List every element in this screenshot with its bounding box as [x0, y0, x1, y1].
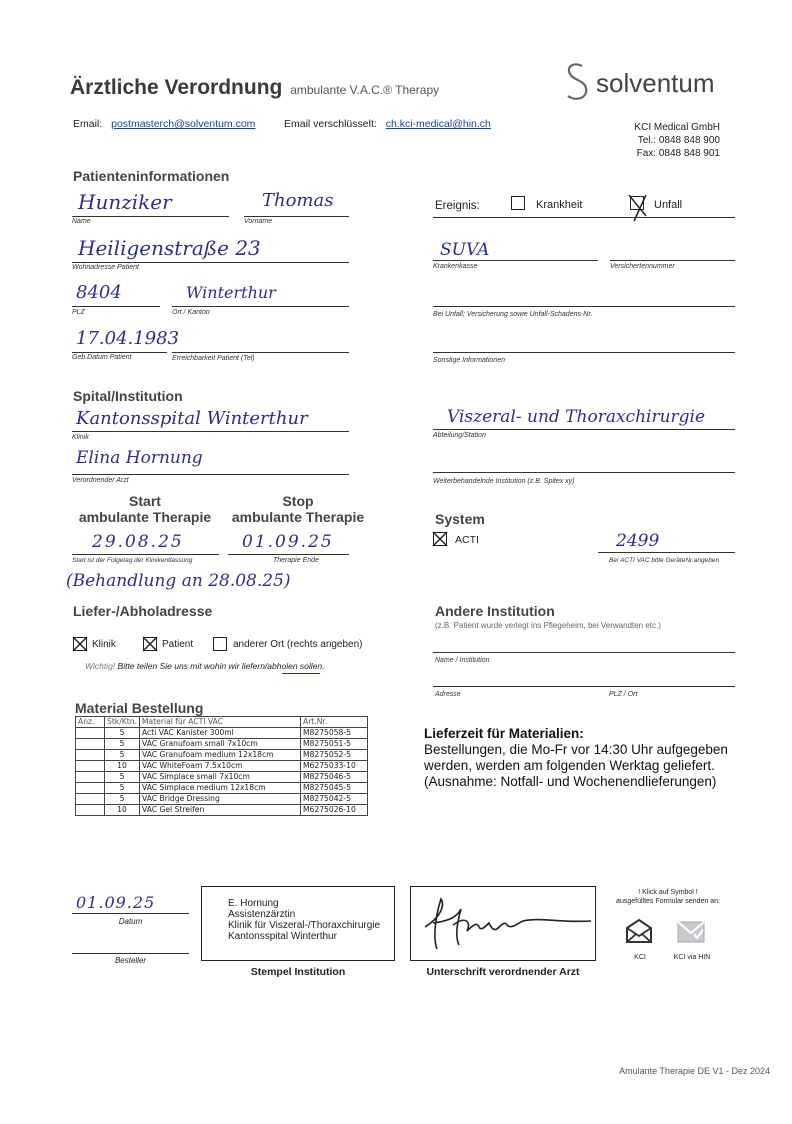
table-row	[76, 728, 368, 739]
table-row	[76, 805, 368, 816]
qty-cell[interactable]	[76, 728, 105, 739]
patient-option-label: Patient	[162, 639, 194, 650]
kci-label: KCI	[634, 954, 646, 961]
andere-name-label: Name / Institution	[435, 657, 490, 664]
kci-send-button[interactable]	[624, 918, 654, 944]
arzt-value[interactable]: Elina Hornung	[76, 448, 203, 468]
material-cell: VAC Simplace small 7x10cm	[140, 772, 301, 783]
krankenkasse-value[interactable]: SUVA	[440, 240, 490, 260]
anderer-ort-checkbox[interactable]	[213, 637, 227, 651]
lieferzeit-line2: werden, werden am folgenden Werktag geliefert.	[424, 758, 715, 773]
subtitle-text: ambulante V.A.C.® Therapy	[290, 83, 440, 97]
spital-section-title: Spital/Institution	[73, 388, 183, 404]
solventum-logo-icon	[562, 60, 592, 104]
versicherten-label: Versichertennummer	[610, 263, 675, 270]
email-link[interactable]: postmasterch@solventum.com	[111, 118, 256, 130]
email-enc-label: Email verschlüsselt:	[284, 118, 377, 130]
patient-ort[interactable]: Winterthur	[186, 283, 276, 302]
andere-hint: (z.B. Patient wurde verlegt ins Pflegeheim, bei Verwandten etc.)	[435, 621, 661, 630]
klinik-value[interactable]: Kantonsspital Winterthur	[76, 408, 308, 429]
version-label: Amulante Therapie DE V1 - Dez 2024	[619, 1066, 770, 1076]
envelope-icon	[624, 918, 654, 944]
signature-box[interactable]	[410, 886, 596, 961]
unfall-info-label: Bei Unfall; Versicherung sowie Unfall-Schadens-Nr.	[433, 311, 593, 318]
artnr-cell: M8275046-5	[301, 772, 368, 783]
table-row	[76, 772, 368, 783]
acti-checkbox[interactable]	[433, 532, 447, 546]
pack-cell: 5	[105, 772, 140, 783]
material-cell: VAC Granufoam small 7x10cm	[140, 739, 301, 750]
signature-icon	[411, 887, 595, 960]
ereignis-label: Ereignis:	[435, 200, 480, 212]
abteilung-value[interactable]: Viszeral- und Thoraxchirurgie	[447, 407, 706, 427]
kci-hin-send-button[interactable]	[676, 918, 706, 944]
besteller-label: Besteller	[114, 956, 147, 965]
send-hint	[600, 888, 736, 906]
start-title-1: Start	[129, 493, 161, 509]
klinik-option-label: Klinik	[92, 639, 116, 650]
patient-name[interactable]: Hunziker	[78, 190, 172, 214]
qty-cell[interactable]	[76, 805, 105, 816]
klinik-checkbox[interactable]	[73, 637, 87, 651]
stamp-label: Stempel Institution	[250, 966, 346, 978]
material-header-row	[76, 717, 368, 728]
page-title	[70, 76, 439, 100]
patient-dob[interactable]: 17.04.1983	[76, 328, 180, 349]
header-anz: Anz.	[76, 717, 105, 728]
lieferzeit-title: Lieferzeit für Materialien:	[424, 726, 584, 741]
material-table	[75, 716, 368, 816]
liefer-section-title: Liefer-/Abholadresse	[73, 603, 213, 619]
send-hint-1: ! Klick auf Symbol !	[638, 889, 698, 896]
artnr-cell: M8275058-5	[301, 728, 368, 739]
artnr-cell: M8275052-5	[301, 750, 368, 761]
title-text: Ärztliche Verordnung	[70, 76, 283, 99]
wichtig-text: Bitte teilen Sie uns mit wohin wir liefern/abholen sollen.	[117, 661, 325, 671]
pack-cell: 5	[105, 794, 140, 805]
email-enc-row	[284, 118, 491, 130]
ort-label: Ort / Kanton	[172, 309, 210, 316]
email-enc-link[interactable]: ch.kci-medical@hin.ch	[385, 118, 491, 130]
start-title	[75, 493, 215, 525]
system-section-title: System	[435, 511, 485, 527]
lieferzeit-box	[424, 726, 728, 790]
kci-hin-label: KCI via HIN	[673, 954, 711, 961]
hin-mail-icon	[676, 918, 706, 944]
pack-cell: 5	[105, 728, 140, 739]
material-cell: Acti VAC Kanister 300ml	[140, 728, 301, 739]
stop-title	[228, 493, 368, 525]
email-label: Email:	[73, 118, 103, 130]
pack-cell: 5	[105, 783, 140, 794]
footer-date[interactable]: 01.09.25	[76, 893, 156, 912]
check-mark-icon	[431, 530, 449, 548]
krankenkasse-label: Krankenkasse	[433, 263, 478, 270]
anderer-ort-label: anderer Ort (rechts angeben)	[233, 639, 363, 650]
stamp-box	[201, 886, 395, 961]
artnr-cell: M6275033-10	[301, 761, 368, 772]
stamp-line2: Assistenzärztin	[228, 909, 296, 920]
lieferzeit-line1: Bestellungen, die Mo-Fr vor 14:30 Uhr aufgegeben	[424, 742, 728, 757]
artnr-cell: M6275026-10	[301, 805, 368, 816]
company-contact	[590, 121, 720, 160]
qty-cell[interactable]	[76, 761, 105, 772]
lieferzeit-line3: (Ausnahme: Notfall- und Wochenendlieferungen)	[424, 774, 717, 789]
andere-adresse-label: Adresse	[435, 691, 461, 698]
table-row	[76, 761, 368, 772]
artnr-cell: M8275045-5	[301, 783, 368, 794]
check-mark-icon	[141, 635, 159, 653]
header-material: Material für ACTI VAC	[140, 717, 301, 728]
patient-section-title: Patienteninformationen	[73, 168, 230, 184]
start-title-2: ambulante Therapie	[78, 509, 212, 525]
wichtig-note	[85, 661, 324, 671]
andere-section-title: Andere Institution	[435, 603, 555, 619]
qty-cell[interactable]	[76, 772, 105, 783]
patient-checkbox[interactable]	[143, 637, 157, 651]
phone-label: Erreichbarkeit Patient (Tel)	[172, 355, 255, 362]
sonstige-label: Sonstige Informationen	[433, 357, 505, 364]
device-number[interactable]: 2499	[616, 531, 660, 551]
material-cell: VAC Bridge Dressing	[140, 794, 301, 805]
header-artnr: Art.Nr.	[301, 717, 368, 728]
table-row	[76, 739, 368, 750]
stamp-line1: E. Hornung	[228, 898, 279, 909]
andere-plz-label: PLZ / Ort	[609, 691, 638, 698]
company-tel: Tel.: 0848 848 900	[637, 135, 720, 146]
device-label: Bei ACTI VAC bitte GeräteNr.angeben	[609, 557, 720, 564]
therapy-note: (Behandlung an 28.08.25)	[66, 571, 291, 591]
start-date[interactable]: 29.08.25	[92, 532, 184, 552]
stamp-line4: Kantonsspital Winterthur	[228, 931, 337, 942]
krankheit-checkbox[interactable]	[511, 196, 525, 210]
abteilung-label: Abteilung/Station	[433, 432, 486, 439]
table-row	[76, 783, 368, 794]
material-cell: VAC Gel Streifen	[140, 805, 301, 816]
wichtig-label: Wichtig!	[85, 661, 116, 671]
unfall-checkbox[interactable]	[630, 196, 644, 210]
pack-cell: 5	[105, 750, 140, 761]
pack-cell: 5	[105, 739, 140, 750]
material-cell: VAC Simplace medium 12x18cm	[140, 783, 301, 794]
qty-cell[interactable]	[76, 783, 105, 794]
pack-cell: 10	[105, 805, 140, 816]
company-fax: Fax: 0848 848 901	[636, 148, 720, 159]
stop-date[interactable]: 01.09.25	[242, 532, 334, 552]
stop-date-label: Therapie Ende	[273, 557, 319, 564]
material-section-title: Material Bestellung	[75, 700, 204, 716]
signature-label: Unterschrift verordnender Arzt	[426, 966, 580, 978]
pack-cell: 10	[105, 761, 140, 772]
arzt-label: Verordnender Arzt	[72, 477, 129, 484]
stop-title-2: ambulante Therapie	[231, 509, 365, 525]
brand-name: solventum	[596, 68, 715, 98]
header-stk: Stk/Ktn.	[105, 717, 140, 728]
send-hint-2: ausgefülltes Formular senden an:	[616, 898, 720, 905]
artnr-cell: M8275042-5	[301, 794, 368, 805]
stamp-line3: Klinik für Viszeral-/Thoraxchirurgie	[228, 920, 381, 931]
material-cell: VAC Granufoam medium 12x18cm	[140, 750, 301, 761]
material-cell: VAC WhiteFoam 7.5x10cm	[140, 761, 301, 772]
address-label: Wohnadresse Patient	[72, 264, 139, 271]
weiter-label: Weiterbehandelnde Institution (z.B. Spitex xy)	[433, 478, 575, 485]
klinik-label: Klinik	[72, 434, 89, 441]
qty-cell[interactable]	[76, 739, 105, 750]
patient-vorname[interactable]: Thomas	[262, 190, 334, 211]
qty-cell[interactable]	[76, 750, 105, 761]
unfall-label: Unfall	[654, 199, 683, 211]
check-mark-icon	[71, 635, 89, 653]
datum-label: Datum	[118, 917, 143, 926]
patient-address[interactable]: Heiligenstraße 23	[78, 236, 261, 260]
name-label: Name	[72, 218, 91, 225]
email-row	[73, 118, 255, 130]
qty-cell[interactable]	[76, 794, 105, 805]
start-date-label: Start ist der Folgetag der Klinikentlassung	[72, 557, 193, 564]
acti-label: ACTI	[455, 534, 479, 546]
company-name: KCI Medical GmbH	[634, 122, 720, 133]
artnr-cell: M8275051-5	[301, 739, 368, 750]
table-row	[76, 794, 368, 805]
stop-title-1: Stop	[282, 493, 314, 509]
plz-label: PLZ	[72, 309, 85, 316]
dob-label: Geb.Datum Patient	[72, 354, 132, 361]
table-row	[76, 750, 368, 761]
krankheit-label: Krankheit	[536, 199, 583, 211]
vorname-label: Vorname	[244, 218, 273, 225]
solventum-logo	[562, 60, 732, 104]
patient-plz[interactable]: 8404	[76, 282, 122, 303]
